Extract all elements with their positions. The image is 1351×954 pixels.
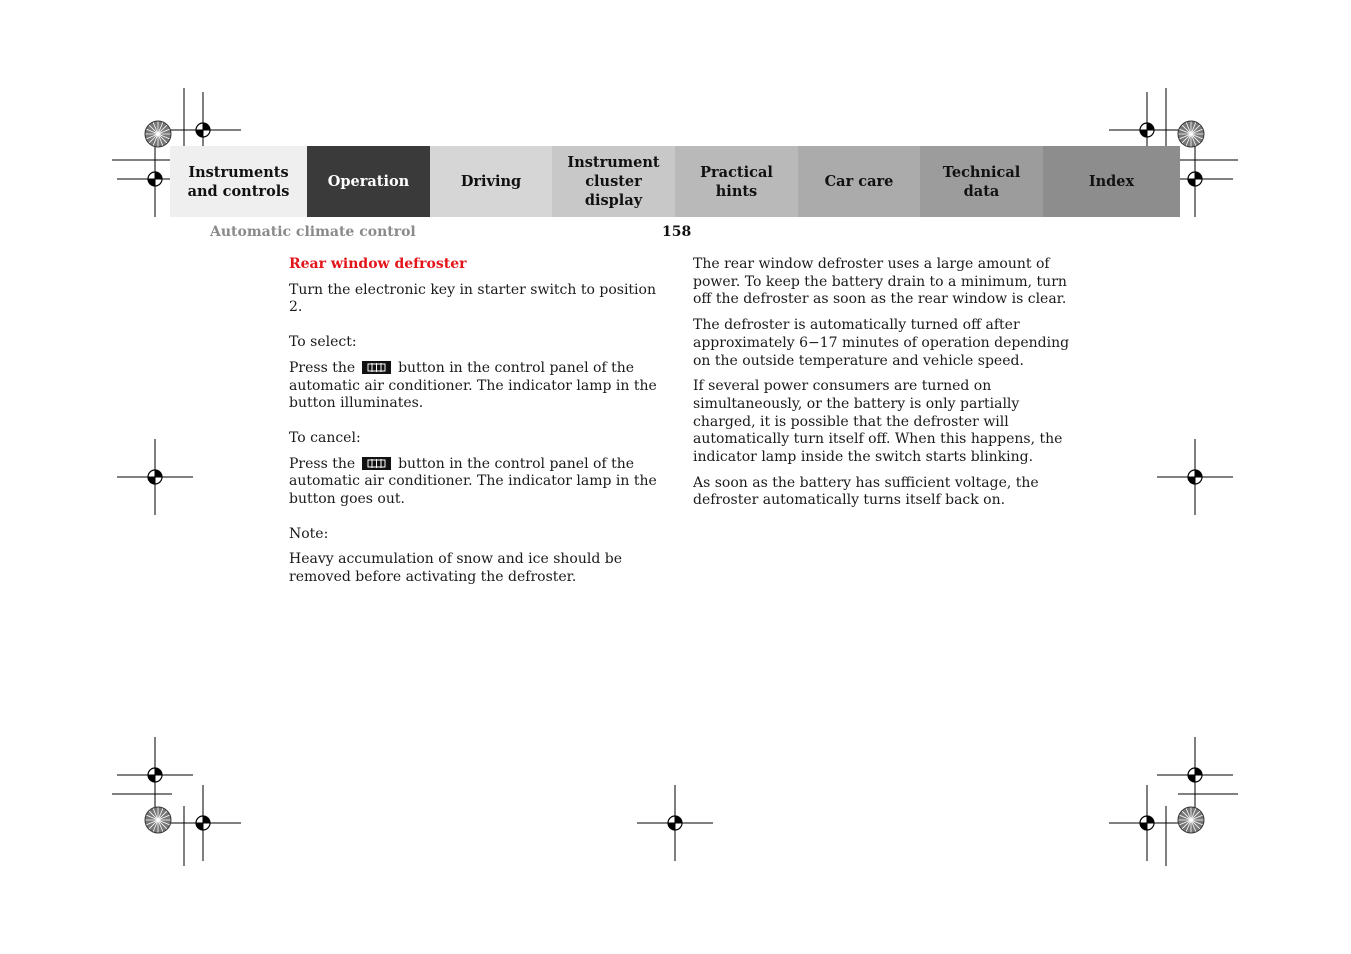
- instruction-suffix: button in the control panel of the automatic air conditioner. The indicator lamp in the button illuminates.: [289, 359, 657, 412]
- note-label: Note:: [289, 525, 329, 542]
- voltage-paragraph: As soon as the battery has sufficient voltage, the defroster automatically turns itself back on.: [693, 474, 1039, 509]
- intro-text: Turn the electronic key in starter switch to position 2.: [289, 281, 656, 316]
- battery-paragraph: If several power consumers are turned on simultaneously, or the battery is only partially charged, it is possible that the defroster will automatically turn itself off. When this happens, the indicator lamp inside the switch starts blinking.: [693, 378, 1063, 466]
- cancel-instruction: [289, 456, 669, 509]
- page-number: 158: [662, 224, 692, 240]
- tab-label: and controls: [187, 182, 290, 200]
- tab-driving[interactable]: [430, 146, 552, 217]
- tab-label: cluster display: [584, 173, 643, 209]
- tab-practical-hints[interactable]: [675, 146, 798, 217]
- select-label: To select:: [289, 334, 357, 351]
- right-column: [693, 256, 1073, 510]
- tab-technical-data[interactable]: [920, 146, 1043, 217]
- tab-operation[interactable]: [307, 146, 430, 217]
- tab-car-care[interactable]: [798, 146, 920, 217]
- instruction-suffix: button in the control panel of the automatic air conditioner. The indicator lamp in the button goes out.: [289, 455, 657, 508]
- tab-instruments-and-controls[interactable]: [170, 146, 307, 217]
- auto-off-paragraph: The defroster is automatically turned off after approximately 6−17 minutes of operation depending on the outside temperature and vehicle speed.: [693, 317, 1070, 369]
- tab-label: Technical: [942, 163, 1021, 181]
- tab-label: Practical hints: [700, 163, 773, 200]
- tab-label: Instrument: [567, 154, 660, 171]
- select-instruction: [289, 360, 669, 413]
- instruction-prefix: Press the: [289, 359, 356, 376]
- tab-label: data: [963, 182, 1000, 200]
- rear-defroster-icon: [362, 361, 391, 374]
- section-nav: [170, 146, 1180, 217]
- power-paragraph: The rear window defroster uses a large amount of power. To keep the battery drain to a minimum, turn off the defroster as soon as the rear window is clear.: [693, 256, 1067, 308]
- section-heading: Rear window defroster: [289, 256, 467, 272]
- tab-label: Index: [1088, 173, 1135, 190]
- left-column: [289, 256, 669, 587]
- rear-defroster-icon: [362, 457, 391, 470]
- tab-label: Instruments: [188, 163, 289, 181]
- section-title: Automatic climate control: [210, 224, 416, 240]
- tab-index[interactable]: [1043, 146, 1180, 217]
- note-text: Heavy accumulation of snow and ice should be removed before activating the defroster.: [289, 551, 623, 586]
- cancel-label: To cancel:: [289, 429, 361, 446]
- tab-instrument-cluster-display[interactable]: [552, 146, 675, 217]
- tab-label: Car care: [824, 173, 894, 190]
- instruction-prefix: Press the: [289, 455, 356, 472]
- tab-label: Operation: [327, 173, 410, 190]
- tab-label: Driving: [460, 173, 522, 190]
